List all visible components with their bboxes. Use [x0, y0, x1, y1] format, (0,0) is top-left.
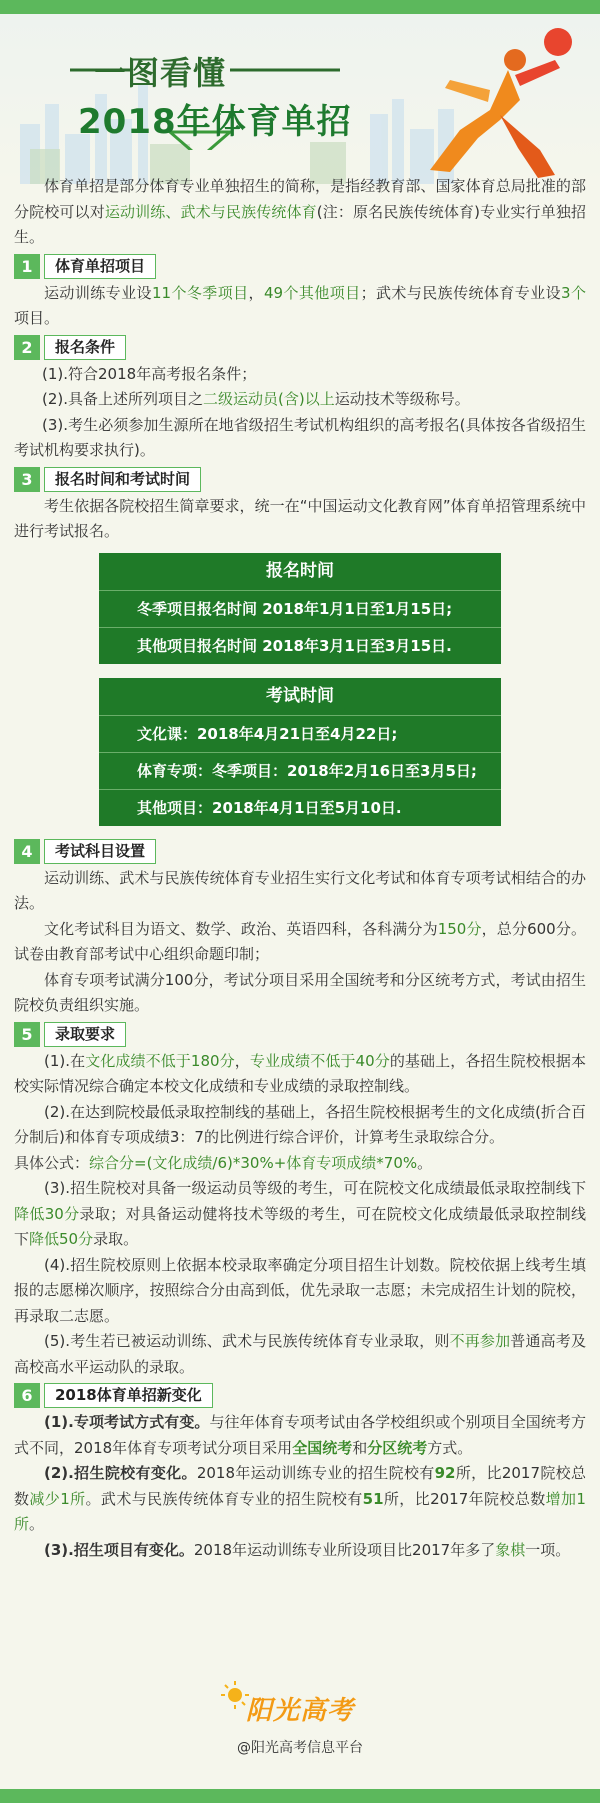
highlight: 49个其他项目: [263, 283, 361, 302]
text: ，: [234, 1051, 250, 1070]
text: 录取。: [93, 1230, 139, 1248]
intro-paragraph: [14, 174, 586, 251]
change-3: [14, 1538, 586, 1564]
highlight: 150分: [437, 919, 482, 938]
section-number: 4: [14, 839, 40, 864]
text: 。武术与民族传统体育专业的招生院校有: [85, 1489, 363, 1508]
section-number: 6: [14, 1383, 40, 1408]
intro-highlight: 运动训练、武术与民族传统体育: [104, 202, 317, 221]
highlight: 象棋: [495, 1540, 526, 1559]
highlight: 增加1所: [14, 1489, 586, 1533]
highlight: 3个: [561, 283, 586, 302]
change-heading: (2).招生院校有变化。: [44, 1464, 197, 1482]
section-1-text: [14, 281, 586, 332]
text: 项目。: [14, 309, 60, 327]
rule-4: (4).招生院校原则上依据本校录取率确定分项目招生计划数。院校依据上线考生填报的志愿梯次顺序，按照综合分由高到低，优先录取一志愿；未完成招生计划的院校，再录取二志愿。: [14, 1255, 586, 1325]
highlight: 全国统考: [292, 1438, 353, 1457]
highlight: 二级运动员(含)以上: [203, 390, 335, 408]
bottom-green-band: [0, 1789, 600, 1803]
text: 运动训练专业设: [44, 283, 152, 302]
text: 普通高考及高校高水平运动队的录取。: [14, 1332, 586, 1376]
text: 的基础上，各招生院校根据本校实际情况综合确定本校文化成绩和专业成绩的录取控制线。: [14, 1051, 586, 1095]
header-banner: [0, 14, 600, 184]
highlight: 专业成绩不低于40分: [249, 1051, 390, 1070]
text: 。: [29, 1515, 45, 1533]
condition-3: (3).考生必须参加生源所在地省级招生考试机构组织的高考报名(具体按各省级招生考试机构要求执行)。: [14, 415, 586, 459]
highlight: 降低50分: [29, 1230, 94, 1248]
formula: [14, 1151, 586, 1177]
highlight: 11个冬季项目: [151, 283, 249, 302]
text: (2).具备上述所列项目之: [42, 390, 204, 408]
section-number: 2: [14, 335, 40, 360]
title-line-1: 一图看懂: [94, 54, 227, 92]
intro-text-end: (注：原名民族传统体育)专业实行单独招生。: [14, 202, 586, 246]
exam-culture: 文化课：2018年4月21日至4月22日;: [99, 716, 501, 753]
highlight: 减少1所: [29, 1489, 86, 1508]
condition-1: (1).符合2018年高考报名条件；: [42, 364, 257, 383]
sunshine-gaokao-logo: [246, 1690, 354, 1727]
registration-time-title: 报名时间: [99, 553, 501, 591]
rule-3: [14, 1176, 586, 1253]
exam-time-title: 考试时间: [99, 678, 501, 716]
sun-icon: [220, 1680, 250, 1710]
soccer-player-illustration: [390, 20, 590, 180]
rule-1: [14, 1049, 586, 1100]
text: 与往年体育专项考试由各学校组织或个别项目全国统考方式不同，2018年体育专项考试分项目采用: [14, 1413, 586, 1457]
rule-2: (2).在达到院校最低录取控制线的基础上，各招生院校根据考生的文化成绩(折合百分制后)和体育专项成绩3：7的比例进行综合评价，计算考生录取综合分。: [14, 1102, 586, 1146]
highlight: 不再参加: [449, 1332, 511, 1350]
formula-label: 具体公式：: [14, 1153, 90, 1172]
text: (1).在: [44, 1051, 86, 1070]
registration-other: 其他项目报名时间 2018年3月1日至3月15日.: [137, 636, 452, 655]
section-1-header: [14, 254, 586, 279]
change-heading: (1).专项考试方式有变。: [44, 1413, 210, 1431]
intro-text: 体育单招是部分体育专业单独招生的简称，是指经教育部、国家体育总局批准的部分院校可以对: [14, 177, 586, 221]
text: 。: [417, 1153, 433, 1172]
text: 录取；对具备运动健将技术等级的考生，可在院校文化成绩最低录取控制线下: [14, 1204, 586, 1248]
section-6-header: [14, 1383, 586, 1408]
highlight: 分区统考: [367, 1438, 428, 1457]
condition-2: [14, 387, 586, 413]
text: ，总分600分。试卷由教育部考试中心组织命题印制；: [14, 919, 586, 963]
section-3-text: 考生依据各院校招生简章要求，统一在“中国运动文化教育网”体育单招管理系统中进行考试报名。: [14, 496, 586, 540]
section-number: 1: [14, 254, 40, 279]
text: (5).考生若已被运动训练、武术与民族传统体育专业录取，则: [44, 1332, 450, 1350]
section-5-header: [14, 1022, 586, 1047]
section-4-p3: 体育专项考试满分100分，考试分项目采用全国统考和分区统考方式，考试由招生院校负责组织实施。: [14, 970, 586, 1014]
platform-handle: @阳光高考信息平台: [237, 1740, 363, 1756]
section-title: 考试科目设置: [44, 839, 156, 864]
exam-time-box: [99, 678, 501, 826]
text: 所，比2017院校总数: [14, 1464, 586, 1508]
section-4-header: [14, 839, 586, 864]
highlight: 51: [362, 1489, 384, 1508]
highlight: 降低30分: [14, 1204, 80, 1223]
highlight: 文化成绩不低于180分: [85, 1051, 235, 1070]
section-2-header: [14, 335, 586, 360]
text: 所，比2017年院校总数: [383, 1489, 546, 1508]
section-title: 报名条件: [44, 335, 126, 360]
change-1: [14, 1410, 586, 1461]
rule-5: [14, 1329, 586, 1380]
text: 2018年运动训练专业的招生院校有: [196, 1464, 435, 1482]
formula-highlight: 综合分=(文化成绩/6)*30%+体育专项成绩*70%: [89, 1153, 418, 1172]
section-4-p2: [14, 917, 586, 968]
top-green-band: [0, 0, 600, 14]
section-number: 5: [14, 1022, 40, 1047]
section-title: 2018体育单招新变化: [44, 1383, 213, 1408]
main-content: [14, 174, 586, 1563]
section-title: 体育单招项目: [44, 254, 156, 279]
registration-time-box: [99, 553, 501, 664]
section-number: 3: [14, 467, 40, 492]
registration-winter: 冬季项目报名时间 2018年1月1日至1月15日;: [99, 591, 501, 628]
section-title: 报名时间和考试时间: [44, 467, 201, 492]
section-title: 录取要求: [44, 1022, 126, 1047]
highlight: 92: [434, 1464, 456, 1482]
logo-text: 阳光高考: [245, 1696, 354, 1726]
exam-sports-winter: 体育专项：冬季项目：2018年2月16日至3月5日;: [99, 753, 501, 790]
footer: [0, 1690, 600, 1757]
section-4-p1: 运动训练、武术与民族传统体育专业招生实行文化考试和体育专项考试相结合的办法。: [14, 868, 586, 912]
title-line-2: 2018年体育单招: [78, 102, 352, 142]
title-block: [60, 40, 360, 150]
text: ；武术与民族传统体育专业设: [360, 283, 562, 302]
text: 文化考试科目为语文、数学、政治、英语四科，各科满分为: [44, 919, 438, 938]
text: 和: [352, 1438, 368, 1457]
text: (3).招生院校对具备一级运动员等级的考生，可在院校文化成绩最低录取控制线下: [44, 1179, 586, 1197]
change-heading: (3).招生项目有变化。: [44, 1540, 194, 1559]
section-3-header: [14, 467, 586, 492]
change-2: [14, 1461, 586, 1538]
exam-sports-other: 其他项目：2018年4月1日至5月10日.: [137, 798, 402, 817]
text: 2018年运动训练专业所设项目比2017年多了: [193, 1540, 496, 1559]
text: 方式。: [427, 1438, 473, 1457]
text: ，: [248, 283, 264, 302]
text: 一项。: [525, 1540, 571, 1559]
text: 运动技术等级称号。: [334, 390, 470, 408]
